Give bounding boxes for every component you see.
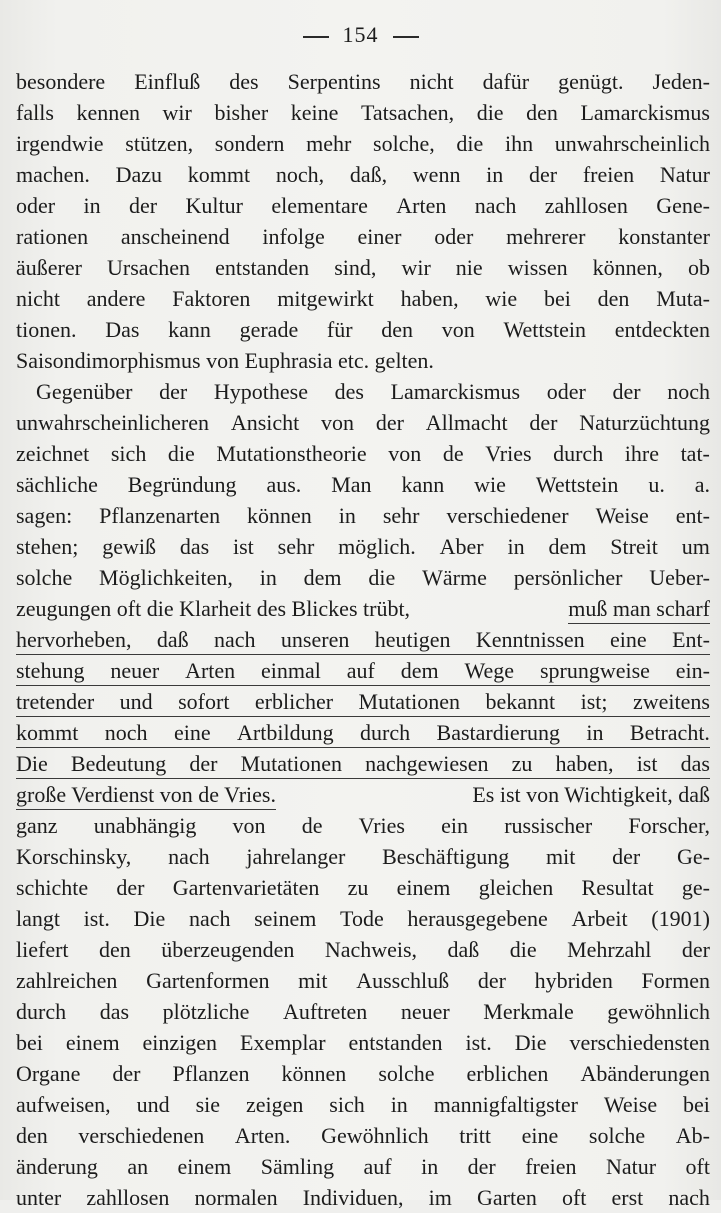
underlined-line: tretender und sofort erblicher Mutationen bekannt ist; zweitens (16, 686, 710, 717)
text-line: oder in der Kultur elementare Arten nach zahllosen Gene- (16, 193, 710, 218)
text-line: Saisondimorphismus von Euphrasia etc. gelten. (16, 348, 434, 373)
text-line: bei einem einzigen Exemplar entstanden ist. Die verschiedensten (16, 1030, 710, 1055)
header-dash-right (393, 36, 419, 38)
underlined-line: hervorheben, daß nach unseren heutigen Kenntnissen eine Ent- (16, 624, 710, 655)
text-line: liefert den überzeugenden Nachweis, daß die Mehrzahl der (16, 937, 710, 962)
text-line: ganz unabhängig von de Vries ein russischer Forscher, (16, 813, 710, 838)
text-line: solche Möglichkeiten, in dem die Wärme persönlicher Ueber- (16, 565, 710, 590)
text-segment: Es ist von Wichtigkeit, daß (472, 782, 710, 807)
text-line: aufweisen, und sie zeigen sich in mannigfaltigster Weise bei (16, 1092, 710, 1117)
text-line: schichte der Gartenvarietäten zu einem gleichen Resultat ge- (16, 875, 710, 900)
text-line: äußerer Ursachen entstanden sind, wir nie wissen können, ob (16, 255, 710, 280)
text-line (16, 779, 710, 810)
text-line: zahlreichen Gartenformen mit Ausschluß der hybriden Formen (16, 968, 710, 993)
text-line: durch das plötzliche Auftreten neuer Merkmale gewöhnlich (16, 999, 710, 1024)
underlined-text: große Verdienst von de Vries. (16, 779, 276, 810)
text-line: änderung an einem Sämling auf in der freien Natur oft (16, 1154, 710, 1179)
header-dash-left (303, 36, 329, 38)
text-line: machen. Dazu kommt noch, daß, wenn in der freien Natur (16, 162, 710, 187)
text-line: stehen; gewiß das ist sehr möglich. Aber in dem Streit um (16, 534, 710, 559)
text-line: langt ist. Die nach seinem Tode herausgegebene Arbeit (1901) (16, 906, 710, 931)
underlined-line: kommt noch eine Artbildung durch Bastardierung in Betracht. (16, 717, 710, 748)
text-line: Korschinsky, nach jahrelanger Beschäftigung mit der Ge- (16, 844, 710, 869)
text-line: zeichnet sich die Mutationstheorie von de Vries durch ihre tat- (16, 441, 710, 466)
text-line: unter zahllosen normalen Individuen, im Garten oft erst nach (16, 1185, 710, 1210)
text-line: Gegenüber der Hypothese des Lamarckismus oder der noch (36, 379, 710, 404)
page-number: 154 (342, 22, 379, 47)
underlined-line: stehung neuer Arten einmal auf dem Wege sprungweise ein- (16, 655, 710, 686)
underlined-text: muß man scharf (568, 593, 710, 624)
text-line: den verschiedenen Arten. Gewöhnlich tritt eine solche Ab- (16, 1123, 710, 1148)
text-line: tionen. Das kann gerade für den von Wettstein entdeckten (16, 317, 710, 342)
text-segment: zeugungen oft die Klarheit des Blickes trübt, (16, 596, 411, 621)
text-line (16, 593, 710, 624)
text-line: unwahrscheinlicheren Ansicht von der Allmacht der Naturzüchtung (16, 410, 710, 435)
text-line: besondere Einfluß des Serpentins nicht dafür genügt. Jeden- (16, 69, 710, 94)
underlined-line: Die Bedeutung der Mutationen nachgewiesen zu haben, ist das (16, 748, 710, 779)
text-line: Organe der Pflanzen können solche erblichen Abänderungen (16, 1061, 710, 1086)
text-line: irgendwie stützen, sondern mehr solche, die ihn unwahrscheinlich (16, 131, 710, 156)
text-line: nicht andere Faktoren mitgewirkt haben, wie bei den Muta- (16, 286, 710, 311)
page-header (0, 22, 721, 48)
body-text (16, 66, 710, 1213)
text-line: falls kennen wir bisher keine Tatsachen, die den Lamarckismus (16, 100, 710, 125)
text-line: rationen anscheinend infolge einer oder mehrerer konstanter (16, 224, 710, 249)
text-line: sächliche Begründung aus. Man kann wie Wettstein u. a. (16, 472, 710, 497)
text-line: sagen: Pflanzenarten können in sehr verschiedener Weise ent- (16, 503, 710, 528)
